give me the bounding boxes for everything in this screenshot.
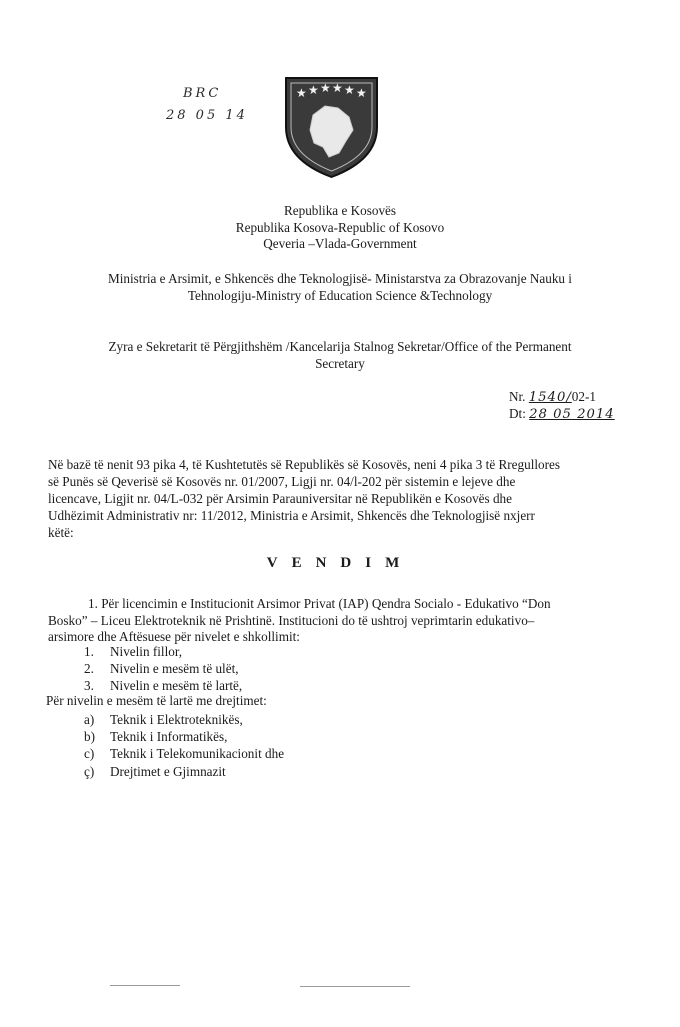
list-item	[84, 660, 242, 677]
list-text: Nivelin e mesëm të ulët,	[110, 661, 239, 677]
nr-handwritten: 1540/	[528, 390, 572, 405]
header-line-1: Republika e Kosovës	[283, 203, 397, 218]
ministry-line-1: Ministria e Arsimit, e Shkencës dhe Teknologjisë- Ministarstva za Obrazovanje Nauku i	[108, 271, 572, 286]
list-text: Nivelin e mesëm të lartë,	[110, 678, 243, 694]
intro-line-4: Udhëzimit Administrativ nr: 11/2012, Ministria e Arsimit, Shkencës dhe Teknologjisë nxjerr	[48, 508, 535, 523]
nr-label: Nr.	[509, 389, 526, 404]
scan-artifact	[300, 986, 410, 987]
directions-list	[84, 711, 284, 780]
list-text: Teknik i Informatikës,	[110, 729, 228, 745]
ministry-line-2: Tehnologiju-Ministry of Education Science &Technology	[187, 288, 493, 303]
reference-number	[509, 388, 596, 406]
svg-text:★: ★	[344, 83, 355, 97]
list-text: Drejtimet e Gjimnazit	[110, 763, 226, 779]
office-line-1: Zyra e Sekretarit të Përgjithshëm /Kancelarija Stalnog Sekretar/Office of the Permanent	[108, 339, 572, 354]
decision-title: VENDIM	[266, 555, 414, 571]
nr-suffix: 02-1	[571, 389, 596, 404]
legal-basis-paragraph	[48, 456, 618, 541]
list-item	[84, 745, 284, 762]
svg-text:★: ★	[320, 81, 331, 95]
list-marker: 3.	[84, 678, 94, 694]
list-item	[84, 763, 284, 780]
list-item	[84, 711, 284, 728]
svg-text:★: ★	[332, 81, 343, 95]
directions-heading: Për nivelin e mesëm të lartë me drejtimet:	[46, 693, 267, 708]
list-marker: b)	[84, 729, 95, 745]
office-name	[60, 338, 620, 372]
decision-line-1: 1. Për licencimin e Institucionit Arsimor Privat (IAP) Qendra Socialo - Edukativo “Don	[88, 596, 551, 611]
header-line-3: Qeveria –Vlada-Government	[263, 236, 417, 251]
list-text: Teknik i Telekomunikacionit dhe	[110, 746, 285, 762]
ministry-name	[40, 270, 640, 304]
dt-label: Dt:	[509, 406, 526, 421]
scan-artifact	[110, 985, 180, 986]
svg-text:★: ★	[356, 86, 367, 100]
kosovo-coat-of-arms-icon	[283, 75, 380, 180]
svg-text:★: ★	[308, 83, 319, 97]
list-marker: a)	[84, 712, 95, 727]
decision-line-2: Bosko” – Liceu Elektroteknik në Prishtinë. Institucioni do të ushtroj veprimtarin edukativo–	[48, 612, 535, 628]
list-item	[84, 643, 242, 660]
reference-date	[509, 405, 615, 423]
education-levels-list	[84, 643, 242, 695]
handwritten-note-line1: BRC	[183, 86, 222, 101]
list-marker: ç)	[84, 763, 95, 779]
list-text: Nivelin fillor,	[110, 644, 182, 659]
intro-line-3: licencave, Ligjit nr. 04/L-032 për Arsimin Parauniversitar në Republikën e Kosovës dhe	[48, 491, 513, 506]
intro-line-5: këtë:	[48, 525, 74, 540]
office-line-2: Secretary	[315, 356, 365, 371]
intro-line-1: Në bazë të nenit 93 pika 4, të Kushtetutës së Republikës së Kosovës, neni 4 pika 3 të Rregullores	[48, 457, 560, 472]
list-marker: 2.	[84, 661, 94, 677]
list-marker: c)	[84, 746, 95, 762]
list-text: Teknik i Elektroteknikës,	[110, 712, 243, 727]
svg-text:★: ★	[296, 86, 307, 100]
intro-line-2: së Punës së Qeverisë së Kosovës nr. 01/2007, Ligji nr. 04/l-202 për sistemin e lejeve dhe	[48, 474, 516, 489]
dt-handwritten: 28 05 2014	[529, 407, 615, 422]
list-marker: 1.	[84, 644, 94, 659]
government-header	[0, 203, 680, 253]
handwritten-note-line2: 28 05 14	[166, 108, 248, 123]
decision-line-3: arsimore dhe Aftësuese për nivelet e shkollimit:	[48, 629, 300, 644]
header-line-2: Republika Kosova-Republic of Kosovo	[235, 219, 445, 235]
decision-paragraph	[48, 596, 620, 646]
list-item	[84, 728, 284, 745]
